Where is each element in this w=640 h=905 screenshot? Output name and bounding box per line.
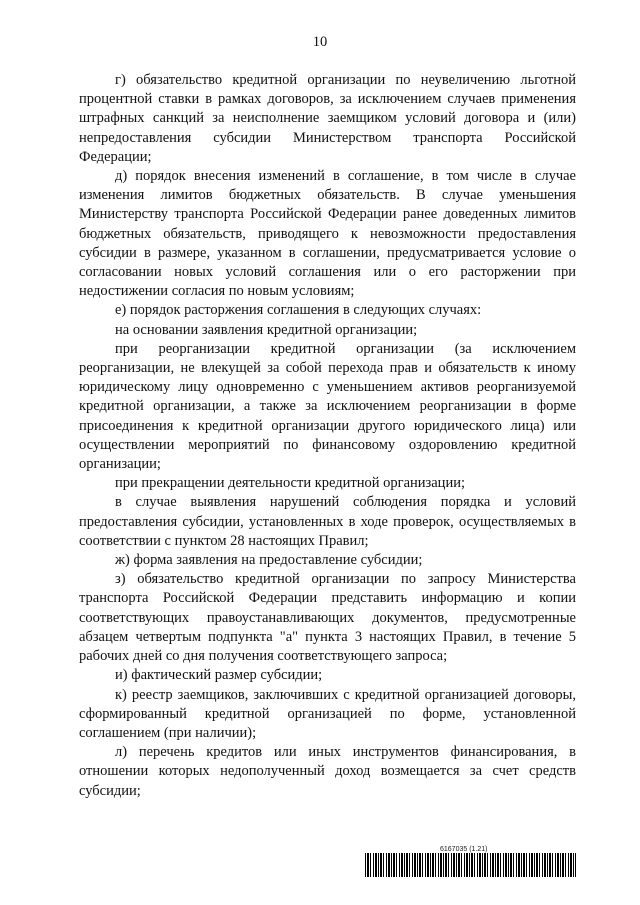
paragraph-d: д) порядок внесения изменений в соглашение, в том числе в случае изменения лимитов бюджетных обязательств. В случае уменьшения Министерству транспорта Российской Федерации ранее доведенных лимитов бюджетных обязательств, приводящего к невозможности предоставления субсидии в размере, указанном в соглашении, предусматривается условие о согласовании новых условий соглашения или о его расторжении при недостижении согласия по новым условиям; xyxy=(79,168,576,300)
barcode xyxy=(365,853,576,877)
document-body xyxy=(79,71,576,801)
page-number: 10 xyxy=(312,34,328,50)
paragraph-e-case-4: в случае выявления нарушений соблюдения порядка и условий предоставления субсидии, установленных в ходе проверок, осуществляемых в соответствии с пунктом 28 настоящих Правил; xyxy=(79,494,576,549)
paragraph-e-case-3: при прекращении деятельности кредитной организации; xyxy=(115,475,465,492)
paragraph-e: е) порядок расторжения соглашения в следующих случаях: xyxy=(115,302,482,319)
paragraph-e-case-1: на основании заявления кредитной организации; xyxy=(115,321,418,338)
paragraph-zh: ж) форма заявления на предоставление субсидии; xyxy=(115,552,423,569)
paragraph-k: к) реестр заемщиков, заключивших с кредитной организацией договоры, сформированный кредитной организацией по форме, установленной соглашением (при наличии); xyxy=(79,686,576,741)
paragraph-e-case-2: при реорганизации кредитной организации (за исключением реорганизации, не влекущей за собой перехода прав и обязательств к иному юридическому лицу одновременно с уменьшением активов реорганизуемой кредитной организации, а также за исключением реорганизации в форме присоединения к кредитной организации другого юридического лица) или осуществлении мероприятий по финансовому оздоровлению кредитной организации; xyxy=(79,340,576,473)
paragraph-z: з) обязательство кредитной организации по запросу Министерства транспорта Российской Федерации представить информацию и копии соответствующих правоустанавливающих документов, предусмотренные абзацем четвертым подпункта "а" пункта 3 настоящих Правил, в течение 5 рабочих дней со дня получения соответствующего запроса; xyxy=(79,571,576,665)
document-code: 6167035 (1.21) xyxy=(440,846,488,853)
paragraph-l: л) перечень кредитов или иных инструментов финансирования, в отношении которых недополученный доход возмещается за счет средств субсидии; xyxy=(79,744,576,799)
paragraph-i: и) фактический размер субсидии; xyxy=(115,667,323,684)
paragraph-g: г) обязательство кредитной организации по неувеличению льготной процентной ставки в рамках договоров, за исключением случаев применения штрафных санкций за неисполнение заемщиком условий договора и (или) непредоставления субсидии Министерством транспорта Российской Федерации; xyxy=(79,72,576,165)
